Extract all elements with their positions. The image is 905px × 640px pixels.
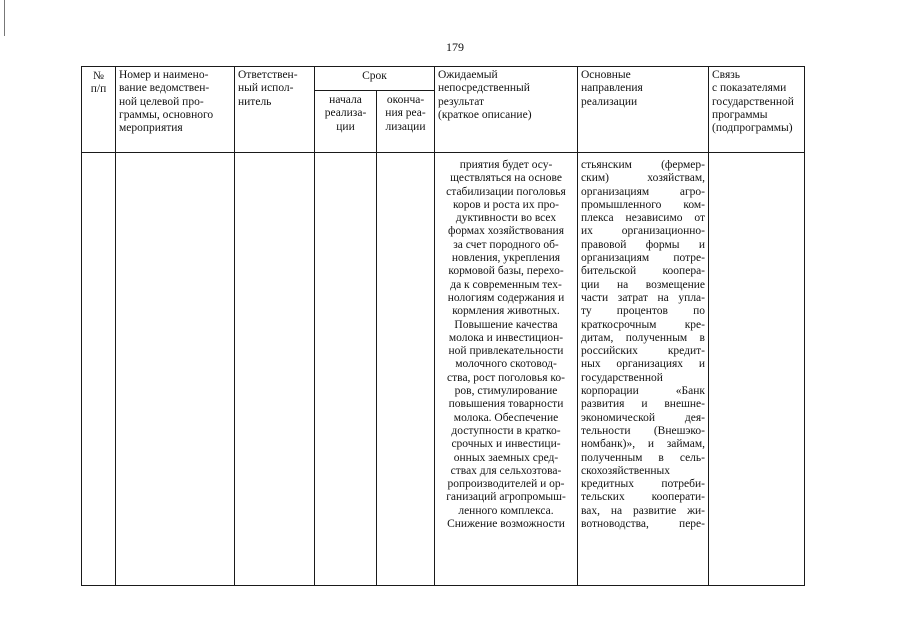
cell-directions: стьянским (фермер- ским) хозяйствам, организациям агро- промышленного ком- плекса независимо от их организационно- правовой формы и организациям потре- бительской коопера- ции на возмещение части затрат на упла- ту процентов по краткосрочным кре- дитам, полученным в российских кредит- ных организациях и государственной корпорации «Банк развития и внешне- экономической дея- тельности (Внешэко- номбанк)», и займам, полученным в сель- скохозяйственных кредитных потреби- тельских кооперати- вах, на развитие жи- вотноводства, пере- [578, 153, 709, 586]
cell-result: приятия будет осу- ществляться на основе стабилизации поголовья коров и роста их про- дуктивности во всех формах хозяйствования за счет породного об- новления, укрепления кормовой базы, перехо- да к современным тех- нологиям содержания и кормления животных. Повышение качества молока и инвестицион- ной привлекательности молочного скотовод- ства, рост поголовья ко- ров, стимулирование повышения товарности молока. Обеспечение доступности в кратко- срочных и инвестици- онных заемных сред- ствах для сельхозтова- ропроизводителей и ор- ганизаций агропромыш- ленного комплекса. Снижение возможности [435, 153, 578, 586]
activities-table [81, 66, 805, 586]
header-directions: Основные направления реализации [578, 67, 709, 153]
header-row [82, 67, 805, 91]
cell-term-start [315, 153, 377, 586]
header-executor: Ответствен- ный испол- нитель [235, 67, 315, 153]
cell-term-end [377, 153, 435, 586]
header-result: Ожидаемый непосредственный результат (краткое описание) [435, 67, 578, 153]
header-num: № п/п [82, 67, 116, 153]
cell-num [82, 153, 116, 586]
header-term-start: начала реализа- ции [315, 91, 377, 153]
header-program: Номер и наимено- вание ведомствен- ной целевой про- граммы, основного мероприятия [116, 67, 235, 153]
scan-margin-line [4, 0, 5, 36]
table-row [82, 153, 805, 586]
header-link: Связь с показателями государственной программы (подпрограммы) [709, 67, 805, 153]
cell-executor [235, 153, 315, 586]
header-term: Срок [315, 67, 435, 91]
cell-program [116, 153, 235, 586]
header-term-end: оконча- ния реа- лизации [377, 91, 435, 153]
cell-link [709, 153, 805, 586]
page-number: 179 [446, 40, 464, 54]
